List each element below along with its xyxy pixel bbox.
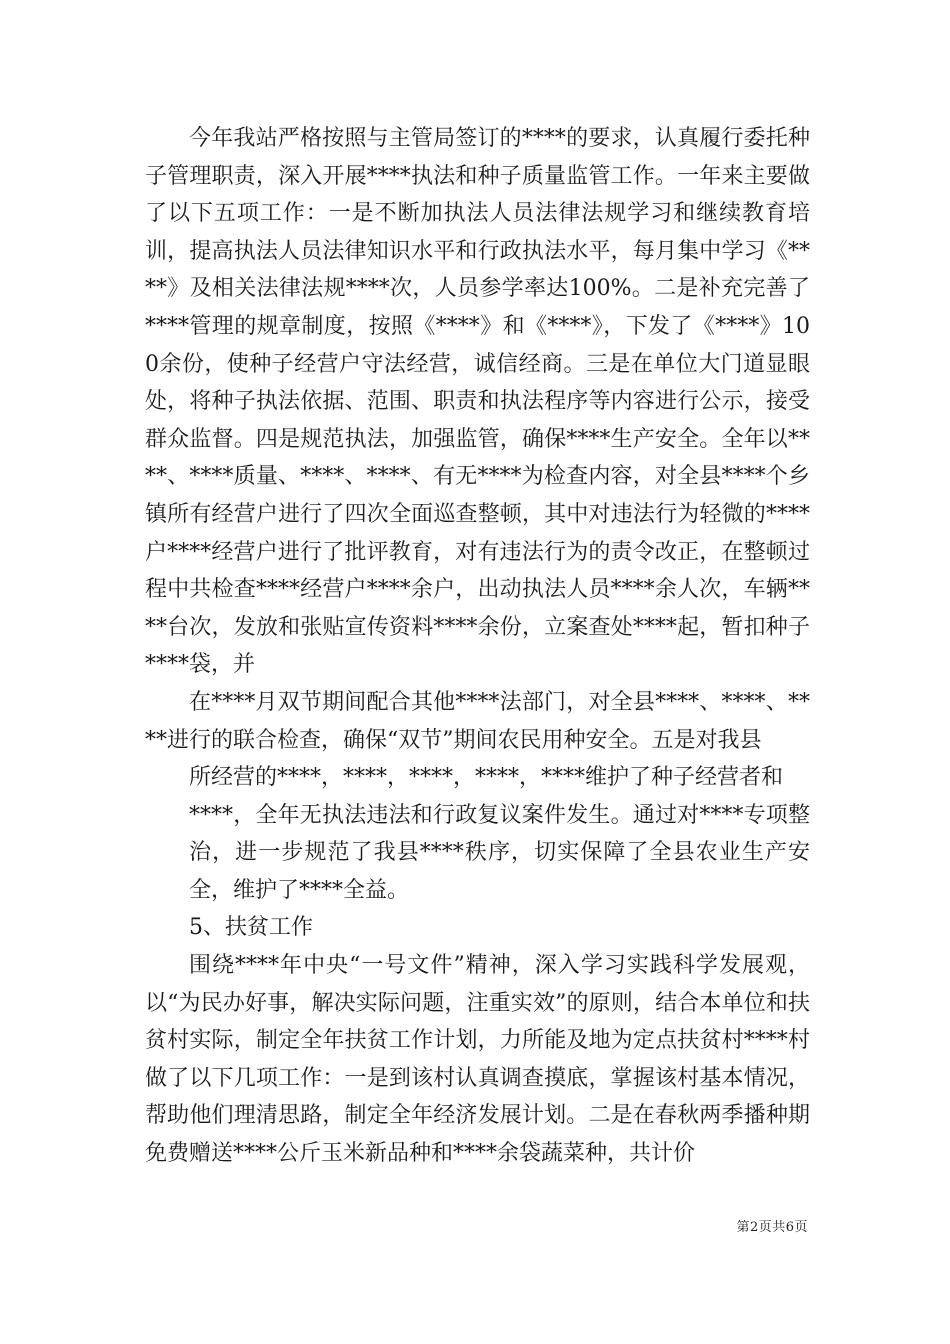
section-heading-poverty-alleviation: 5、扶贫工作 xyxy=(189,915,313,941)
paragraph-business-protection: 所经营的****，****，****，****，****维护了种子经营者和 xyxy=(189,765,784,791)
paragraph-poverty-alleviation: 围绕****年中央“一号文件”精神，深入学习实践科学发展观，以“为民办好事，解决实际问题，注重实效”的原则，结合本单位和扶贫村实际，制定全年扶贫工作计划，力所能及地为定点扶贫村****村做了以下几项工作：一是到该村认真调查摸底，掌握该村基本情况，帮助他们理清思路，制定全年经济发展计划。二是在春秋两季播种期免费赠送****公斤玉米新品种和****余袋蔬菜种，共计价 xyxy=(145,953,810,1167)
paragraph-seed-management: 今年我站严格按照与主管局签订的****的要求，认真履行委托种子管理职责，深入开展****执法和种子质量监管工作。一年来主要做了以下五项工作：一是不断加执法人员法律法规学习和继续教育培训，提高执法人员法律知识水平和行政执法水平，每月集中学习《****》及相关法律法规****次，人员参学率达100%。二是补充完善了****管理的规章制度，按照《****》和《****》，下发了《****》100余份，使种子经营户守法经营，诚信经商。三是在单位大门道显眼处，将种子执法依据、范围、职责和执法程序等内容进行公示，接受群众监督。四是规范执法，加强监管，确保****生产安全。全年以****、****质量、****、****、有无****为检查内容，对全县****个乡镇所有经营户进行了四次全面巡查整顿，其中对违法行为轻微的****户****经营户进行了批评教育，对有违法行为的责令改正，在整顿过程中共检查****经营户****余户，出动执法人员****余人次，车辆****台次，发放和张贴宣传资料****余份，立案查处****起，暂扣种子****袋，并 xyxy=(145,126,810,678)
paragraph-double-festival-inspection: 在****月双节期间配合其他****法部门，对全县****、****、****进行的联合检查，确保“双节”期间农民用种安全。五是对我县 xyxy=(145,689,810,753)
page-number: 第2页共6页 xyxy=(736,1220,808,1235)
document-body xyxy=(145,120,810,1173)
paragraph-no-violations: ****，全年无执法违法和行政复议案件发生。通过对****专项整治，进一步规范了我县****秩序，切实保障了全县农业生产安全，维护了****全益。 xyxy=(189,802,810,903)
